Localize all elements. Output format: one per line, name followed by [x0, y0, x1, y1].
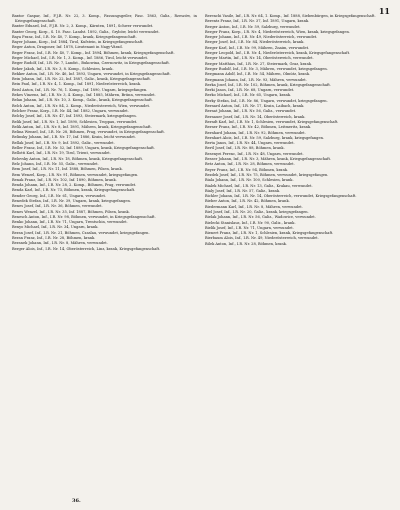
register-entry: Biel Josef, Inf., I.R. Nr. 20, Galiz., krank, kriegsgefangen. [205, 209, 309, 214]
register-entry: Belcher Franz, Korp., I.R. Nr. 44, Inf. 1882, Ungarn, verwundet. [12, 108, 129, 113]
register-entry: Benes Josef, Inf., I.R. Nr. 36, Böhmen, verwundet. [12, 204, 103, 209]
register-entry: Bierbaum Alois, Inf., I.R. Nr. 49, Niederösterreich, verwundet. [205, 236, 319, 241]
register-entry: Bernauer Josef, Inf., I.R. Nr. 14, Oberösterreich, krank. [205, 114, 306, 119]
register-entry: Berndt Karl, Inf., I.R. Nr. 1, Schlesien, verwundet, Kriegsgefangenschaft. [205, 119, 339, 124]
register-entry: Berger Josef, Inf., I.R. Nr. 84, Niederösterreich, krank. [205, 40, 305, 45]
register-entry: Berger Matthias, Inf., I.R. Nr. 27, Steiermark, Graz, krank. [205, 61, 313, 66]
register-entry: Bernhart Alois, Inf., I.R. Nr. 59, Salzburg, krank, kriegsgefangen. [205, 135, 325, 140]
register-entry: Bielik Josef, Inf., I.R. Nr. 71, Ungarn, verwundet. [205, 225, 294, 230]
register-entry: Bernard Anton, Inf., I.R. Nr. 17, Krain, Laibach, krank. [205, 104, 305, 109]
register-entry: Benedek Stefan, Inf., I.R. Nr. 39, Ungarn, krank, kriegsgefangen. [12, 199, 131, 203]
register-entry: Benko Johann, Inf., I.R. Nr. 71, Ungarn, Trentschin, verwundet. [12, 220, 128, 225]
register-entry: Berger Rudolf, Inf., I.R. Nr. 3, Mähren, verwundet, kriegsgefangen. [205, 66, 328, 71]
register-entry: Benyo Michael, Inf., I.R. Nr. 34, Ungarn, krank. [12, 225, 99, 230]
register-entry: Benda Johann, Inf., I.R. Nr. 28, 2. Komp., Böhmen, Prag, verwundet. [12, 183, 137, 188]
register-entry: Berger Karl, Inf., I.R. Nr. 99, Mähren, Znaim, verwundet. [205, 45, 310, 50]
register-entry: Bem Josef, Inf., I.R. Nr. 11, Inf. 1888, Böhmen, Pilsen, krank. [12, 167, 123, 172]
register-entry: Bichler Johann, Inf., I.R. Nr. 14, Oberösterreich, verwundet, Kriegsgefangenschaft. [205, 194, 357, 199]
register-entry: Belz Johann, Inf., I.R. Nr. 55, Galiz., verwundet. [12, 161, 99, 166]
register-entry: Bielak Johann, Inf., I.R. Nr. 56, Galiz., Wadowice, verwundet. [205, 215, 316, 220]
register-entry: Belik Josef, Inf., I.R. Nr. 1, Inf. 1890, Schlesien, Troppau, verwundet. [12, 119, 138, 124]
register-entry: Belan Johann, Inf., I.R. Nr. 10, 3. Komp., Galiz., krank, Kriegsgefangenschaft. [12, 98, 153, 103]
register-entry: Bernat Johann, Inf., I.R. Nr. 56, Galiz., verwundet. [205, 109, 297, 114]
register-entry: Biala Johann, Inf., I.R. Nr. 100, Schlesien, krank. [205, 178, 294, 183]
register-entry: Baxter Eduard, Inf., F.J.R. Nr. 2, 3. Komp., Kärnten, 1891, Schwer verwundet. [12, 24, 154, 29]
register-entry: Belina Wenzel, Inf., I.R. Nr. 28, Böhmen, Prag, verwundet, in Kriegsgefangenschaft. [12, 130, 165, 135]
register-entry: Bienert Franz, Inf., I.R. Nr. 1, Schlesien, krank, Kriegsgefangenschaft. [205, 231, 334, 236]
register-entry: Berenchi Vasile, Inf., I.R. Nr. 64, 1. Komp., Inf. 1888, Siebenbürgen, in Kriegsgefangenschaft. [205, 14, 376, 18]
register-entry: Betz Anton, Inf., I.R. Nr. 28, Böhmen, verwundet. [205, 162, 295, 167]
register-entry: Berta Janos, Inf., I.R. Nr. 44, Ungarn, verwundet. [205, 141, 295, 146]
footer-mark: 36. [72, 498, 81, 504]
register-entry: Bieber Anton, Inf., I.R. Nr. 42, Böhmen, krank. [205, 199, 290, 204]
register-entry: Benak Franz, Inf., I.R. Nr. 102, Inf. 1890, Böhmen, krank. [12, 177, 117, 182]
register-entry: Bellak Josef, Inf., I.R. Nr. 9, Inf. 1892, Galiz., verwundet. [12, 140, 115, 145]
register-entry: Berger Johann, Inf., I.R. Nr. 49, Niederösterreich, verwundet. [205, 35, 318, 40]
register-entry: Bergmann Adolf, Inf., I.R. Nr. 54, Mähren, Olmütz, krank. [205, 72, 311, 77]
right-column [205, 14, 390, 494]
register-entry: Berger Leopold, Inf., I.R. Nr. 4, Niederösterreich, krank, Kriegsgefangenschaft. [205, 51, 351, 56]
register-entry: Besenyei Ferenc, Inf., I.R. Nr. 48, Ungarn, verwundet. [205, 151, 304, 156]
register-entry: Belch Anton, Inf., I.R. Nr. 84, 2. Komp., Niederösterreich, Wien, verwundet. [12, 103, 151, 108]
text-columns [12, 14, 390, 494]
register-entry: Bein Johann, Inf., I.R. Nr. 22, Inf. 1887, Galiz., krank, Kriegsgefangenschaft. [12, 77, 151, 82]
register-entry: Bein Paul, Inf., I.R. Nr. 4, 1. Komp., Inf. 1891, Niederösterreich, krank. [12, 82, 142, 87]
register-entry: Beran Josef, Inf., I.R. Nr. 21, Böhmen, Czaslau, verwundet, kriegsgefangen. [12, 230, 150, 235]
register-entry: Benda Karl, Inf., I.R. Nr. 73, Böhmen, krank, Kriegsgefangenschaft. [12, 188, 136, 193]
register-entry: Bialy Josef, Inf., I.R. Nr. 57, Galiz., krank. [205, 188, 281, 193]
register-entry: Berki Janos, Inf., I.R. Nr. 68, Ungarn, verwundet. [205, 88, 295, 93]
register-entry: Bekes Vinzenz, Inf., I.R. Nr. 3, 4. Komp., Inf. 1885, Mähren, Brünn, verwundet. [12, 93, 156, 98]
register-entry: Beranek Johann, Inf., I.R. Nr. 8, Mähren, verwundet. [12, 241, 108, 246]
register-entry: Bernhard Johann, Inf., I.R. Nr. 92, Böhmen, verwundet. [205, 130, 306, 135]
register-entry: Bertl Josef, Inf., I.R. Nr. 88, Böhmen, krank. [205, 146, 285, 151]
register-entry: Belik Anton, Inf., I.R. Nr. 8, Inf. 1891, Mähren, krank, Kriegsgefangenschaft. [12, 124, 152, 129]
register-entry: Belchy Josef, Inf., I.R. Nr. 47, Inf. 1893, Steiermark, kriegsgefangen. [12, 114, 137, 119]
register-entry: Beran Franz, Inf., I.R. Nr. 28, Böhmen, krank. [12, 236, 96, 241]
register-entry: Benesch Anton, Inf., I.R. Nr. 98, Böhmen, verwundet, in Kriegsgefangenschaft. [12, 214, 156, 219]
register-entry: Beyer Franz, Inf., I.R. Nr. 94, Böhmen, krank. [205, 167, 289, 172]
register-entry: Bialek Michael, Inf., I.R. Nr. 13, Galiz., Krakau, verwundet. [205, 183, 313, 188]
register-entry: Bezdek Josef, Inf., I.R. Nr. 75, Böhmen, verwundet, kriegsgefangen. [205, 172, 329, 177]
register-entry: Bergmann Johann, Inf., I.R. Nr. 93, Mähren, verwundet. [205, 77, 307, 82]
register-entry: Belinsky Johann, Inf., I.R. Nr. 17, Inf. 1886, Krain, leicht verwundet. [12, 135, 136, 140]
register-entry: Belovsky Anton, Inf., I.R. Nr. 18, Böhmen, krank, Kriegsgefangenschaft. [12, 156, 144, 161]
register-entry: Berger Franz, Korp., I.R. Nr. 4, Niederösterreich, Wien, krank, kriegsgefangen. [205, 29, 350, 34]
register-entry: Berger Alois, Inf., I.R. Nr. 14, Oberösterreich, Linz, krank, Kriegsgefangenschaft. [12, 246, 161, 251]
register-entry: Baya Franz, Inf., I.R. Nr. 40, 7. Komp., krank, Kriegsgefangenschaft. [12, 34, 137, 39]
register-entry: Berentz Franz, Inf., I.R. Nr. 37, Inf. 1891, Ungarn, krank. [205, 19, 310, 24]
register-entry: Berger Anton, Inf., I.R. Nr. 59, Salzburg, verwundet. [205, 24, 301, 29]
register-entry: Bielecki Stanislaus, Inf., I.R. Nr. 90, Galiz., krank. [205, 220, 296, 225]
register-entry: Bayer Johann, Korp., Inf. 1884, Tirol, Kufstein, in Kriegsgefangenschaft. [12, 40, 144, 45]
register-entry: Berner Franz, Inf., I.R. Nr. 42, Böhmen, Leitmeritz, krank. [205, 125, 312, 130]
register-entry: Bekker Anton, Inf., I.R. Nr. 46, Inf. 1893, Ungarn, verwundet, in Kriegsgefangenschaft. [12, 71, 171, 76]
register-entry: Baxter Georg, Korp., S. 10. Fasc. Landst. 1892, Galiz., Grybów, leicht verwundet. [12, 29, 160, 34]
register-entry: Besser Johann, Inf., I.R. Nr. 3, Mähren, krank, Kriegsgefangenschaft. [205, 157, 332, 162]
register-entry: Berko Michael, Inf., I.R. Nr. 65, Ungarn, krank. [205, 93, 292, 98]
register-entry: Bem Wenzel, Korp., I.R. Nr. 91, Böhmen, verwundet, kriegsgefangen. [12, 172, 139, 177]
register-entry: Baxtor Gaspar, Inf., F.J.R. Nr. 22, 3. Komp., Fassungsgeiler, Fasc. 1863, Galiz., Rzeszów, in Kriegsgefangenschaft. [12, 14, 197, 23]
register-entry: Beisl Anton, Inf., I.R. Nr. 76, 1. Komp., Inf. 1890, Ungarn, kriegsgefangen. [12, 87, 148, 92]
page-number: 11 [378, 6, 390, 16]
register-entry: Berka Josef, Inf., I.R. Nr. 102, Böhmen, krank, Kriegsgefangenschaft. [205, 82, 331, 87]
register-entry: Bellotti Karl, Inf., I.R. Nr. 19, Tirol, Trient, verwundet. [12, 151, 111, 156]
register-entry: Beger Anton, Dragoner, Inf. 1878, Lieutenant in Nagy-Várad. [12, 45, 123, 50]
register-entry: Berger Martin, Inf., I.R. Nr. 14, Oberösterreich, verwundet. [205, 56, 314, 61]
register-entry: Beker Jakob, Inf., I.R. Nr. 3, 8. Komp., Schlesien, krank. [12, 66, 114, 71]
left-column [12, 14, 197, 494]
register-entry: Beger Michael, Inf., I.R. Nr. 1, 3. Komp., Inf. 1886, Tirol, leicht verwundet. [12, 55, 149, 60]
register-entry: Benes Wenzel, Inf., I.R. Nr. 35, Inf. 1887, Böhmen, Pilsen, krank. [12, 209, 130, 214]
register-entry: Bender Georg, Inf., I.R. Nr. 61, Ungarn, verwundet. [12, 193, 107, 198]
register-entry: Bilek Anton, Inf., I.R. Nr. 28, Böhmen, krank. [205, 241, 287, 246]
register-entry: Beger Rudolf, Inf., I.R. Nr. 7, Landst., Bukowina, Czernowitz, in Kriegsgefangenschaft. [12, 61, 170, 66]
register-entry: Berky Stefan, Inf., I.R. Nr. 86, Ungarn, verwundet, kriegsgefangen. [205, 98, 328, 103]
register-entry: Biedermann Karl, Inf., I.R. Nr. 8, Mähren, verwundet. [205, 204, 303, 209]
register-entry: Beger Franz, Inf., I.R. Nr. 40, 7. Komp., Inf. 1894, Böhmen, krank, Kriegsgefangenschaft. [12, 50, 175, 55]
register-entry: Beller Franz, Inf., I.R. Nr. 52, Inf. 1889, Ungarn, krank, Kriegsgefangenschaft. [12, 146, 156, 151]
